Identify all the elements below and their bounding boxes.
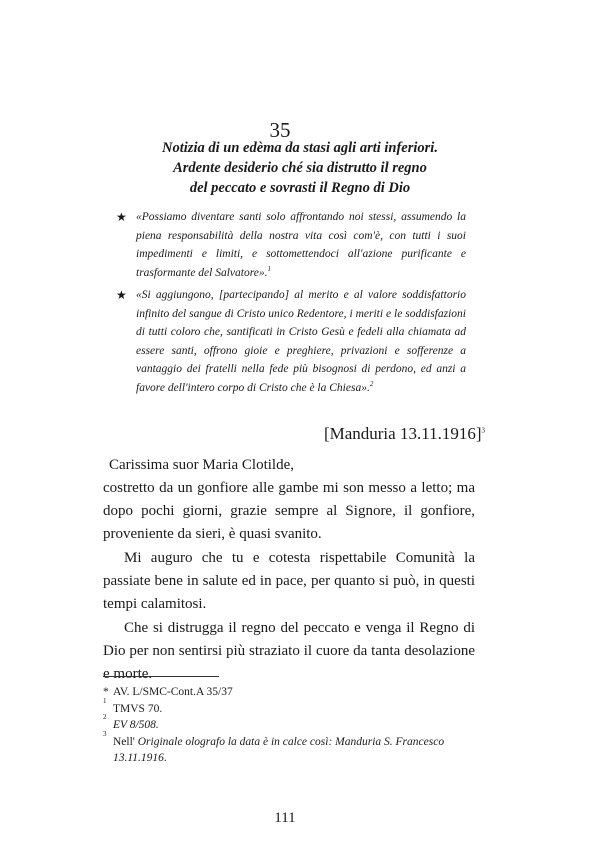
star-icon: ★ [116, 210, 127, 224]
quote-text: «Si aggiungono, [partecipando] al merito e al valore soddisfattorio infinito del sangue di Cristo unico Redentore, i meriti e le soddisfazioni di tutti coloro che, santificati in Cristo Gesù e fedeli alla chiamata ad essere santi, offrono gioie e preghiere, privazioni e sofferenze a vantaggio dei fratelli nella fede più bisognosi di perdono, ed anzi a favore dell'intero corpo di Cristo che è la Chiesa». [136, 289, 466, 394]
footnote-text: Nell' [113, 735, 138, 748]
letter-greeting: Carissima suor Maria Clotilde, [109, 457, 294, 473]
chapter-number: 35 [269, 118, 291, 142]
footnote-ref: 1 [267, 264, 271, 273]
footnote-text-italic: Originale olografo [137, 735, 225, 748]
footnote: 2 EV 8/508. [103, 713, 159, 731]
quote-text: «Possiamo diventare santi solo affrontando noi stessi, assumendo la piena responsabilità della nostra vita così com'è, con tutti i suoi impedimenti e limiti, e sottomettendoci all'azione purificante e trasformante del Salvatore». [136, 211, 466, 279]
footnote-text: TMVS 70. [113, 702, 163, 715]
epigraph-quote [116, 208, 466, 282]
letter-date [324, 424, 485, 444]
footnote-text: . [163, 752, 167, 764]
date-text: [Manduria 13.11.1916] [323, 424, 482, 443]
footnote-text: EV 8/508. [113, 719, 159, 731]
page-number: 111 [274, 810, 296, 826]
footnote-mark: * [103, 686, 109, 698]
heading-line: Ardente desiderio ché sia distrutto il regno [173, 160, 427, 176]
letter-paragraph: Mi auguro che tu e cotesta rispettabile Comunità la passiate bene in salute ed in pace, per quanto si può, in questi tempi calamitosi. [103, 550, 475, 612]
footnote-ref: 2 [369, 379, 374, 388]
footnote-divider [103, 676, 219, 677]
letter-paragraph: Che si distrugga il regno del peccato e venga il Regno di Dio per non sentirsi più straziato il cuore da tanta desolazione e morte. [103, 620, 475, 682]
footnote-ref: 3 [481, 426, 485, 435]
footnote: 1 TMVS 70. [103, 696, 163, 715]
letter-paragraph: costretto da un gonfiore alle gambe mi son messo a letto; ma dopo pochi giorni, grazie sempre al Signore, il gonfiore, proveniente da sieri, è quasi svanito. [103, 480, 475, 542]
heading-line: del peccato e sovrasti il Regno di Dio [189, 180, 411, 196]
heading-line: Notizia di un edèma da stasi agli arti inferiori. [162, 140, 438, 156]
footnote-text-italic: la data è in calce così: [224, 735, 336, 748]
epigraph-quote [116, 286, 466, 397]
footnote-text-italic: Manduria S. Francesco 13.11.1916 [113, 735, 445, 764]
footnote: 3 Nell' Originale olografo la data è in calce così: Manduria S. Francesco 13.11.1916. [103, 729, 445, 764]
footnote [103, 684, 475, 701]
footnotes [103, 684, 475, 767]
star-icon: ★ [116, 288, 127, 302]
letter-body [103, 454, 475, 686]
chapter-heading [120, 138, 480, 198]
footnote-text: AV. L/SMC-Cont.A 35/37 [113, 686, 233, 698]
